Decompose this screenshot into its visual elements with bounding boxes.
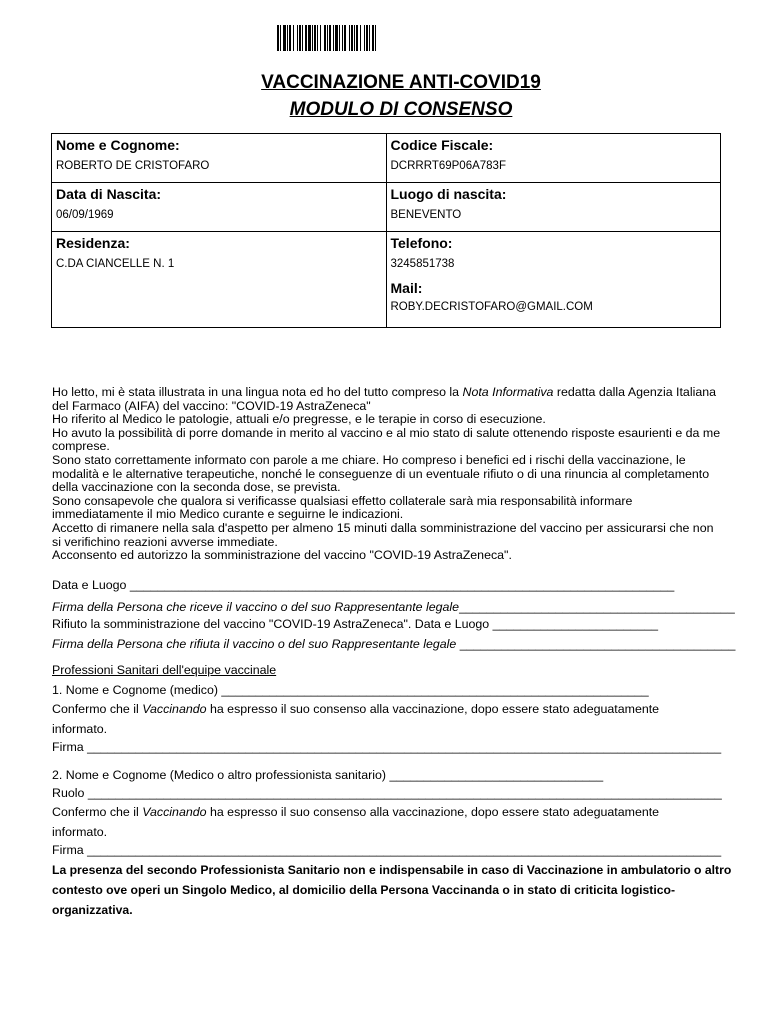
birth-place-cell — [386, 183, 721, 232]
fiscal-code-cell — [386, 134, 721, 183]
paragraph-patologie: Ho riferito al Medico le patologie, attuali e/o pregresse, e le terapie in corso di esecuzione. — [52, 412, 546, 427]
mail-label: Mail: — [390, 280, 423, 296]
fiscal-code-value: DCRRRT69P06A783F — [390, 160, 506, 172]
fiscal-code-label: Codice Fiscale: — [390, 137, 494, 153]
firma-rifiuta-line: Firma della Persona che rifiuta il vaccino o del suo Rappresentante legale ________________________________________ — [52, 637, 736, 651]
birth-date-cell — [52, 183, 387, 232]
conferma2-line: Confermo che il Vaccinando ha espresso il suo consenso alla vaccinazione, dopo essere stato adeguatamente — [52, 805, 660, 819]
residence-label: Residenza: — [56, 235, 130, 251]
residence-value: C.DA CIANCELLE N. 1 — [56, 258, 175, 270]
informato1-line: informato. — [52, 722, 108, 736]
rifiuto-line: Rifiuto la somministrazione del vaccino "COVID-19 AstraZeneca". Data e Luogo ________________________ — [52, 617, 658, 631]
professioni-heading: Professioni Sanitari dell'equipe vaccinale — [52, 663, 277, 677]
data-luogo-line: Data e Luogo _______________________________________________________________________________ — [52, 578, 675, 592]
paragraph-consenso: Acconsento ed autorizzo la somministrazione del vaccino "COVID-19 AstraZeneca". — [52, 548, 512, 563]
conferma1-line: Confermo che il Vaccinando ha espresso il suo consenso alla vaccinazione, dopo essere stato adeguatamente — [52, 702, 660, 716]
paragraph-informato: Sono stato correttamente informato con parole a me chiare. Ho compreso i benefici ed i rischi della vaccinazione, le modalità e le alternative terapeutiche, nonché le conseguenze di un eventuale rifiuto o di una rinuncia al completamento della vaccinazione con la seconda dose, se prevista. — [52, 452, 710, 495]
medico2-line: 2. Nome e Cognome (Medico o altro professionista sanitario) _______________________________ — [52, 768, 604, 782]
residence-cell — [52, 232, 387, 328]
personal-info-table — [51, 133, 721, 328]
informato2-line: informato. — [52, 825, 108, 839]
birth-place-label: Luogo di nascita: — [390, 186, 507, 202]
medico1-line: 1. Nome e Cognome (medico) ______________________________________________________________ — [52, 683, 649, 697]
ruolo-line: Ruolo ____________________________________________________________________________________________ — [52, 786, 722, 800]
birth-place-value: BENEVENTO — [390, 209, 462, 221]
paragraph-attesa: Accetto di rimanere nella sala d'aspetto per almeno 15 minuti dalla somministrazione del vaccino per assicurarsi che non si verifichino reazioni avverse immediate. — [52, 520, 714, 549]
paragraph-domande: Ho avuto la possibilità di porre domande in merito al vaccino e al mio stato di salute ottenendo risposte esaurienti e da me comprese. — [52, 425, 721, 454]
barcode — [277, 25, 515, 51]
paragraph-nota-informativa: Ho letto, mi è stata illustrata in una lingua nota ed ho del tutto compreso la Nota Informativa redatta dalla Agenzia Italiana del Farmaco (AIFA) del vaccino: "COVID-19 AstraZeneca" — [52, 385, 716, 413]
birth-date-value: 06/09/1969 — [56, 209, 114, 221]
document-title: VACCINAZIONE ANTI-COVID19 — [261, 72, 541, 93]
paragraph-effetti: Sono consapevole che qualora si verificasse qualsiasi effetto collaterale sarà mia responsabilità informare immediatamente il mio Medico curante e seguirne le indicazioni. — [52, 493, 633, 522]
firma2-line: Firma ____________________________________________________________________________________________ — [52, 843, 722, 857]
name-cell — [52, 134, 387, 183]
mail-value: ROBY.DECRISTOFARO@GMAIL.COM — [390, 301, 593, 313]
birth-date-label: Data di Nascita: — [56, 186, 162, 202]
name-label: Nome e Cognome: — [56, 137, 180, 153]
name-value: ROBERTO DE CRISTOFARO — [56, 160, 210, 172]
footer-note: La presenza del secondo Professionista Sanitario non e indispensabile in caso di Vaccinazione in ambulatorio o altro contesto ove operi un Singolo Medico, al domicilio della Persona Vaccinanda o in stato di criticita logistico-organizzativa. — [52, 863, 732, 917]
phone-label: Telefono: — [390, 235, 453, 251]
phone-value: 3245851738 — [390, 258, 455, 270]
document-subtitle: MODULO DI CONSENSO — [289, 99, 513, 120]
contact-cell — [386, 232, 721, 328]
firma1-line: Firma ____________________________________________________________________________________________ — [52, 740, 722, 754]
consent-text — [52, 386, 722, 563]
firma-riceve-line: Firma della Persona che riceve il vaccino o del suo Rappresentante legale________________________________________ — [52, 600, 735, 614]
